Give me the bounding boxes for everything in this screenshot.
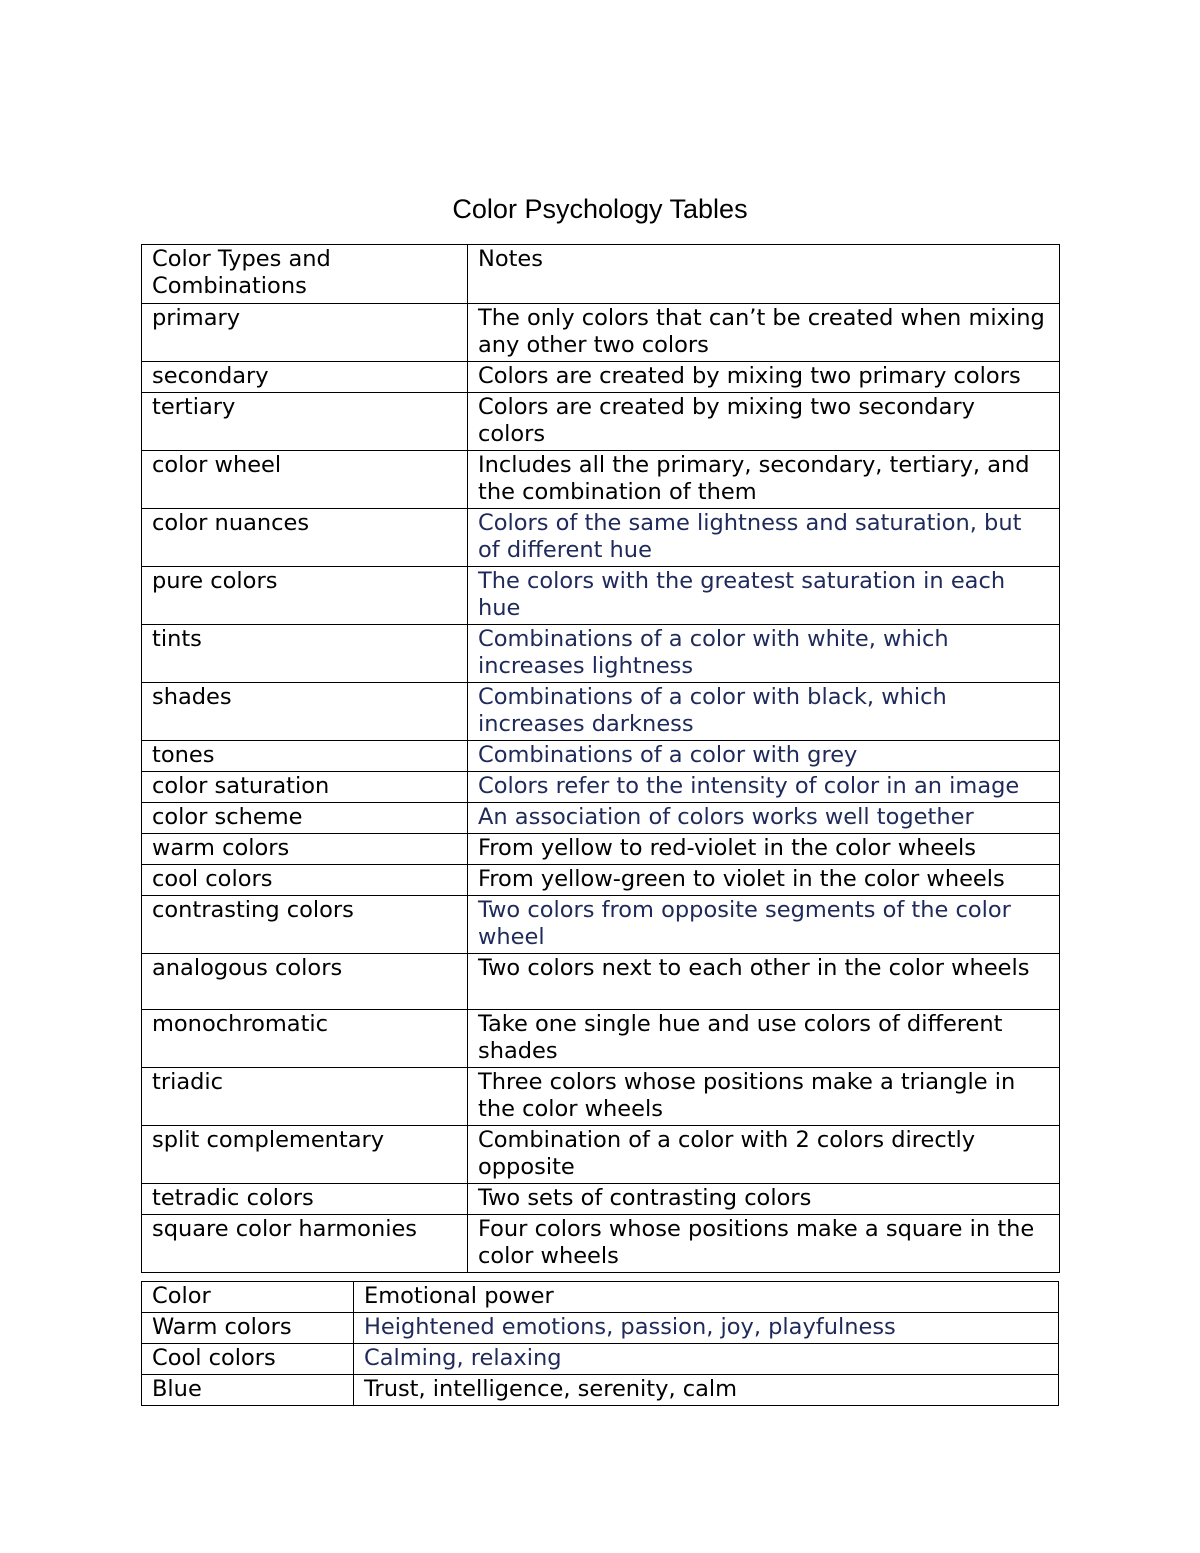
color-cell: Cool colors [142, 1344, 354, 1375]
note-cell: Combinations of a color with grey [468, 741, 1060, 772]
note-cell: Four colors whose positions make a square in the color wheels [468, 1215, 1060, 1273]
table-row [142, 896, 1060, 954]
table-row [142, 509, 1060, 567]
term-cell: contrasting colors [142, 896, 468, 954]
table-row [142, 865, 1060, 896]
table-row [142, 803, 1060, 834]
note-cell: Includes all the primary, secondary, tertiary, and the combination of them [468, 451, 1060, 509]
note-cell: Three colors whose positions make a triangle in the color wheels [468, 1068, 1060, 1126]
table-row [142, 772, 1060, 803]
power-cell: Calming, relaxing [354, 1344, 1059, 1375]
table-row [142, 1184, 1060, 1215]
table-row [142, 1068, 1060, 1126]
note-cell: Two colors next to each other in the color wheels [468, 954, 1060, 1010]
table-row [142, 625, 1060, 683]
table-header-row [142, 245, 1060, 304]
term-cell: color wheel [142, 451, 468, 509]
table-row [142, 1375, 1059, 1406]
term-cell: color scheme [142, 803, 468, 834]
table-row [142, 393, 1060, 451]
term-cell: monochromatic [142, 1010, 468, 1068]
term-cell: tones [142, 741, 468, 772]
note-cell: Two sets of contrasting colors [468, 1184, 1060, 1215]
term-cell: pure colors [142, 567, 468, 625]
term-cell: square color harmonies [142, 1215, 468, 1273]
term-cell: tints [142, 625, 468, 683]
term-cell: primary [142, 304, 468, 362]
term-cell: tetradic colors [142, 1184, 468, 1215]
term-cell: color saturation [142, 772, 468, 803]
page-title: Color Psychology Tables [452, 194, 748, 224]
table-row [142, 304, 1060, 362]
color-cell: Blue [142, 1375, 354, 1406]
note-cell: From yellow to red-violet in the color wheels [468, 834, 1060, 865]
table-row [142, 451, 1060, 509]
note-cell: Colors are created by mixing two secondary colors [468, 393, 1060, 451]
header-emotional-power: Emotional power [354, 1282, 1059, 1313]
table-row [142, 834, 1060, 865]
term-cell: warm colors [142, 834, 468, 865]
term-cell: color nuances [142, 509, 468, 567]
table-row [142, 1344, 1059, 1375]
table-row [142, 1126, 1060, 1184]
note-cell: An association of colors works well together [468, 803, 1060, 834]
table-row [142, 741, 1060, 772]
table-row [142, 683, 1060, 741]
note-cell: The only colors that can’t be created when mixing any other two colors [468, 304, 1060, 362]
note-cell: Colors are created by mixing two primary colors [468, 362, 1060, 393]
power-cell: Trust, intelligence, serenity, calm [354, 1375, 1059, 1406]
note-cell: Colors of the same lightness and saturation, but of different hue [468, 509, 1060, 567]
table-header-row [142, 1282, 1059, 1313]
note-cell: Take one single hue and use colors of different shades [468, 1010, 1060, 1068]
table-row [142, 1010, 1060, 1068]
term-cell: shades [142, 683, 468, 741]
note-cell: The colors with the greatest saturation in each hue [468, 567, 1060, 625]
term-cell: analogous colors [142, 954, 468, 1010]
table-row [142, 362, 1060, 393]
table-row [142, 954, 1060, 1010]
note-cell: Combinations of a color with white, which increases lightness [468, 625, 1060, 683]
note-cell: Two colors from opposite segments of the color wheel [468, 896, 1060, 954]
note-cell: From yellow-green to violet in the color wheels [468, 865, 1060, 896]
color-types-table [141, 244, 1060, 1273]
color-cell: Warm colors [142, 1313, 354, 1344]
header-color: Color [142, 1282, 354, 1313]
power-cell: Heightened emotions, passion, joy, playfulness [354, 1313, 1059, 1344]
note-cell: Colors refer to the intensity of color in an image [468, 772, 1060, 803]
term-cell: tertiary [142, 393, 468, 451]
table-row [142, 567, 1060, 625]
term-cell: cool colors [142, 865, 468, 896]
note-cell: Combinations of a color with black, which increases darkness [468, 683, 1060, 741]
term-cell: secondary [142, 362, 468, 393]
header-notes: Notes [468, 245, 1060, 304]
term-cell: triadic [142, 1068, 468, 1126]
table-row [142, 1313, 1059, 1344]
table-row [142, 1215, 1060, 1273]
header-color-types: Color Types and Combinations [142, 245, 468, 304]
emotional-power-table [141, 1281, 1059, 1406]
note-cell: Combination of a color with 2 colors directly opposite [468, 1126, 1060, 1184]
term-cell: split complementary [142, 1126, 468, 1184]
